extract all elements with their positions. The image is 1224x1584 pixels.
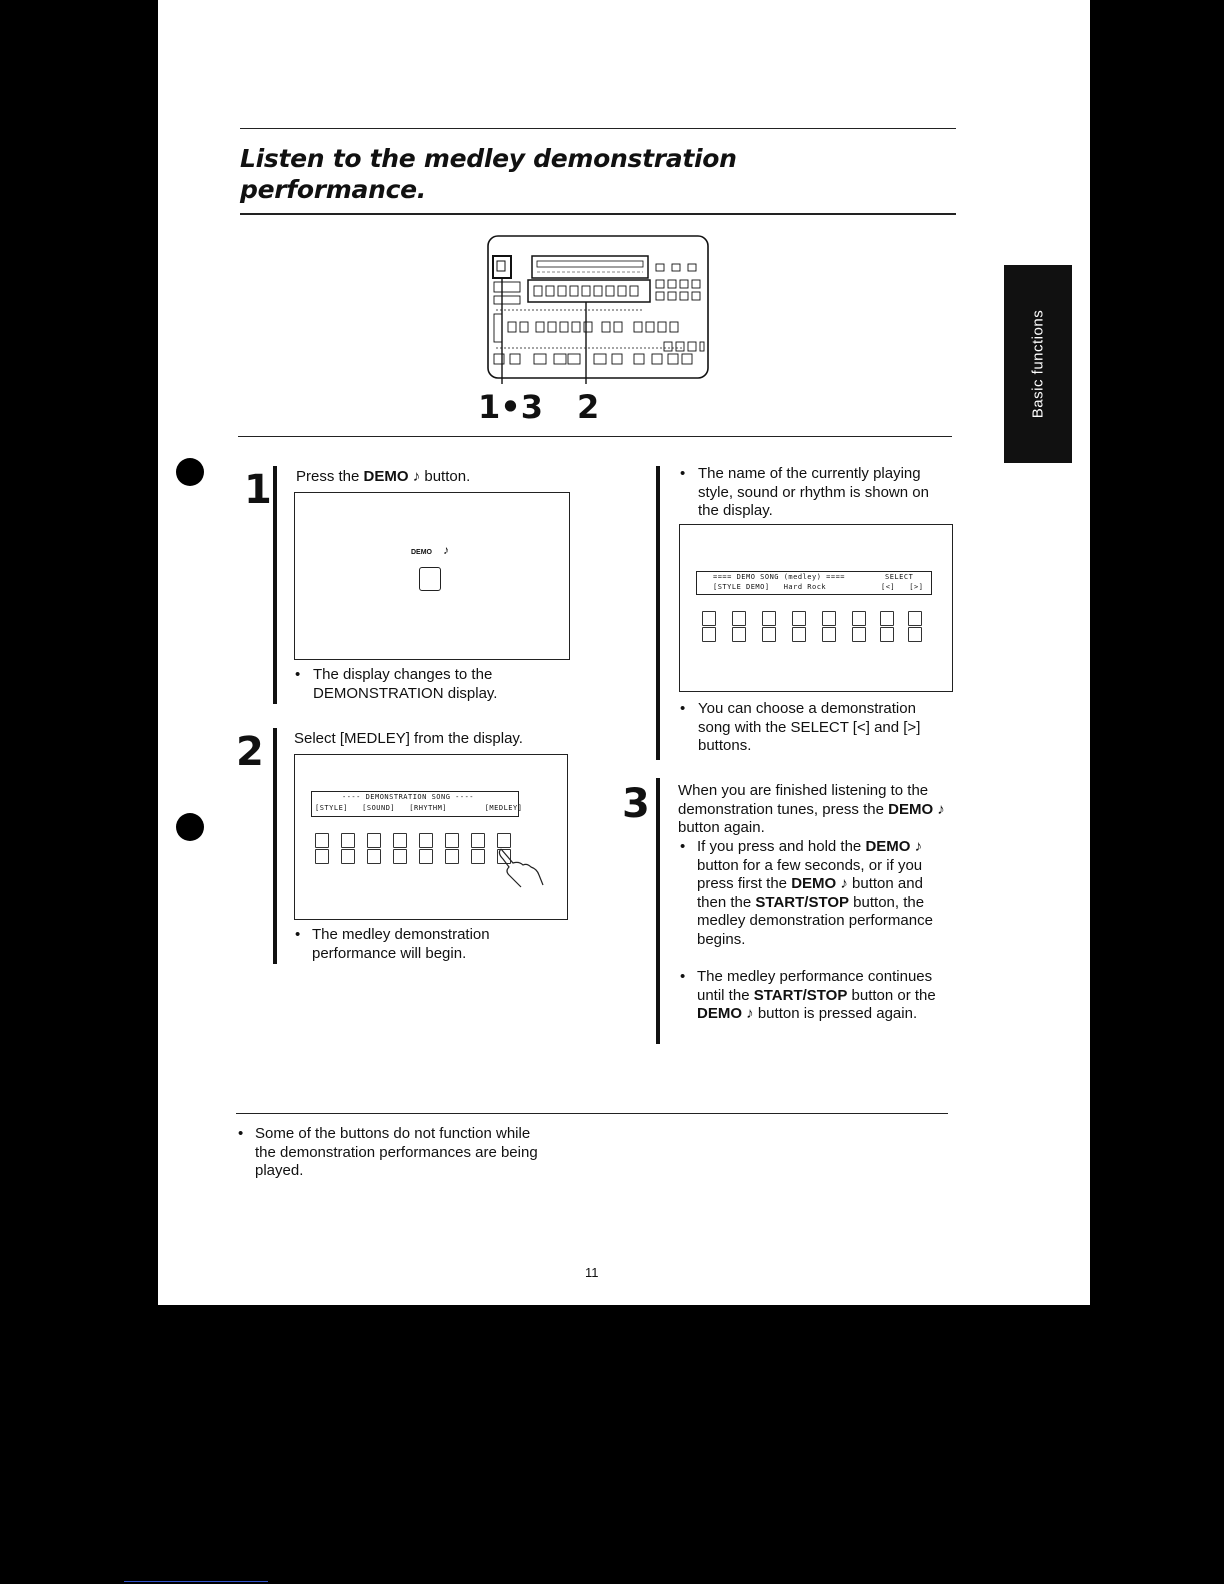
footnote-rule: [236, 1113, 948, 1114]
panel-button[interactable]: [880, 627, 894, 642]
right-bullet-1: The name of the currently playing style, sound or rhythm is shown on the display.: [698, 465, 929, 519]
demo-song-display: [696, 571, 932, 595]
right-illustration: [679, 524, 953, 692]
bottom-background: [0, 1305, 1224, 1584]
panel-button[interactable]: [315, 849, 329, 864]
left-margin-strip: [124, 0, 158, 1305]
display-title: ==== DEMO SONG (medley) ====: [713, 573, 846, 581]
note-icon: ♪: [443, 543, 449, 557]
panel-button[interactable]: [762, 611, 776, 626]
step-3-bullet-1: If you press and hold the DEMO ♪ button for a few seconds, or if you press first the DEMO ♪ button and then the START/STOP button, the medley demonstration performance begins.: [697, 838, 933, 948]
panel-button[interactable]: [419, 849, 433, 864]
panel-button[interactable]: [762, 627, 776, 642]
figure-rule: [238, 436, 952, 437]
step-2-bullet: The medley demonstration performance will begin.: [312, 926, 490, 962]
step-1-bullet: The display changes to the DEMONSTRATION display.: [313, 666, 498, 702]
panel-button[interactable]: [445, 849, 459, 864]
panel-button[interactable]: [367, 833, 381, 848]
title-rule: [240, 213, 956, 215]
panel-button[interactable]: [732, 627, 746, 642]
panel-button[interactable]: [341, 849, 355, 864]
panel-button[interactable]: [908, 611, 922, 626]
panel-button[interactable]: [393, 849, 407, 864]
panel-button[interactable]: [880, 611, 894, 626]
panel-button[interactable]: [822, 627, 836, 642]
step-2-number: 2: [236, 729, 264, 775]
display-arrows: [<] [>]: [881, 583, 924, 591]
panel-button[interactable]: [822, 611, 836, 626]
step-2-illustration: [294, 754, 568, 920]
panel-button[interactable]: [852, 611, 866, 626]
demo-button-label: DEMO: [411, 549, 432, 556]
display-select: SELECT: [885, 573, 914, 581]
panel-button[interactable]: [792, 611, 806, 626]
step-3-text: When you are finished listening to the demonstration tunes, press the DEMO ♪ button again.: [678, 782, 945, 836]
panel-button[interactable]: [419, 833, 433, 848]
page-title: [240, 143, 860, 205]
link-underline: [124, 1581, 268, 1582]
title-line-1: Listen to the medley demonstration: [240, 144, 737, 173]
panel-button[interactable]: [393, 833, 407, 848]
step-2-bar: [273, 728, 277, 964]
panel-button[interactable]: [445, 833, 459, 848]
display-heading: ---- DEMONSTRATION SONG ----: [342, 793, 475, 801]
step-2-text: Select [MEDLEY] from the display.: [294, 730, 523, 747]
panel-illustration: [484, 234, 714, 384]
hole-punch-top: [176, 458, 204, 486]
panel-button[interactable]: [471, 849, 485, 864]
display-style: [STYLE DEMO] Hard Rock: [713, 583, 827, 591]
demonstration-display: [311, 791, 523, 817]
top-rule: [240, 128, 956, 129]
hole-punch-bottom: [176, 813, 204, 841]
panel-button[interactable]: [702, 627, 716, 642]
panel-button[interactable]: [792, 627, 806, 642]
display-options: [STYLE] [SOUND] [RHYTHM] [MEDLEY]: [315, 804, 523, 812]
demo-label: DEMO: [363, 468, 409, 485]
right-column-bar: [656, 466, 660, 760]
panel-button[interactable]: [852, 627, 866, 642]
finger-pointer-icon: [495, 845, 551, 891]
step-1-illustration: [294, 492, 570, 660]
step-1-bar: [273, 466, 277, 704]
panel-button[interactable]: [315, 833, 329, 848]
step-3-bar: [656, 778, 660, 1044]
side-tab[interactable]: [1004, 265, 1072, 463]
panel-button[interactable]: [908, 627, 922, 642]
title-line-2: performance.: [240, 175, 426, 204]
footnote: Some of the buttons do not function while the demonstration performances are being played.: [255, 1125, 538, 1179]
panel-button[interactable]: [702, 611, 716, 626]
panel-button[interactable]: [367, 849, 381, 864]
figure-label-2: 2: [577, 388, 600, 426]
step-1-text: Press the DEMO ♪ button.: [296, 468, 471, 485]
page-number: 11: [585, 1265, 599, 1280]
panel-button[interactable]: [341, 833, 355, 848]
panel-button[interactable]: [732, 611, 746, 626]
figure-label-1-3: 1•3: [478, 388, 543, 426]
panel-button[interactable]: [471, 833, 485, 848]
step-3-number: 3: [622, 781, 650, 827]
demo-button[interactable]: [419, 567, 441, 591]
side-tab-label: Basic functions: [1029, 309, 1047, 419]
right-bullet-2: You can choose a demonstration song with the SELECT [<] and [>] buttons.: [698, 700, 921, 754]
step-3-bullet-2: The medley performance continues until the START/STOP button or the DEMO ♪ button is pressed again.: [697, 968, 936, 1022]
step-1-number: 1: [244, 467, 272, 513]
